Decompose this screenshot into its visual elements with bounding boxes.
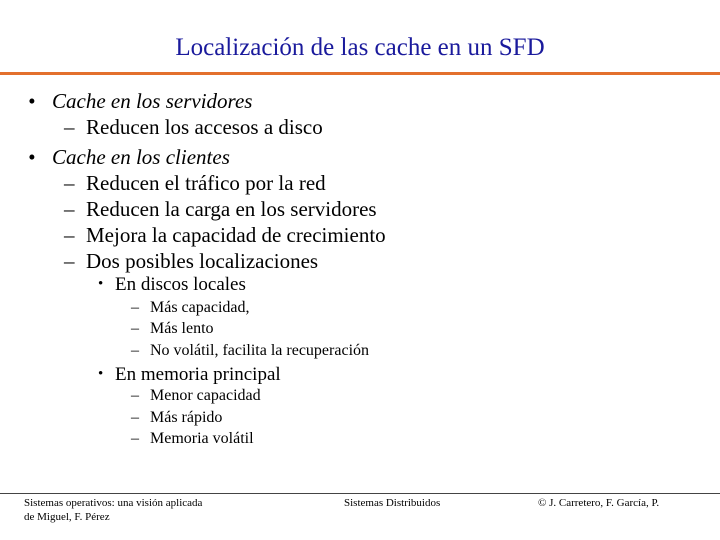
- slide-title: Localización de las cache en un SFD: [175, 34, 545, 61]
- detail-text: Menor capacidad: [150, 387, 261, 404]
- dash-marker: –: [131, 320, 139, 337]
- dash-marker: –: [64, 115, 75, 139]
- dash-marker: –: [64, 197, 75, 221]
- bullet-marker: •: [28, 89, 36, 113]
- dash-marker: –: [64, 249, 75, 273]
- sub-item-text: Dos posibles localizaciones: [86, 249, 319, 273]
- bullet-text: Cache en los servidores: [52, 89, 253, 113]
- sub-item-text: Reducen los accesos a disco: [86, 115, 323, 139]
- detail-text: Memoria volátil: [150, 430, 254, 447]
- bullet-marker: •: [98, 366, 104, 382]
- footer-center: Sistemas Distribuidos: [344, 497, 441, 509]
- footer-authors: de Miguel, F. Pérez: [24, 511, 110, 523]
- dash-marker: –: [64, 223, 75, 247]
- bullet-marker: •: [28, 145, 36, 169]
- title-divider: [0, 72, 720, 75]
- sub-item-text: Reducen el tráfico por la red: [86, 171, 326, 195]
- bullet-marker: •: [98, 276, 104, 292]
- sub-item-text: Mejora la capacidad de crecimiento: [86, 223, 386, 247]
- sub-bullet-text: En discos locales: [115, 274, 246, 295]
- dash-marker: –: [131, 409, 139, 426]
- sub-item-text: Reducen la carga en los servidores: [86, 197, 377, 221]
- detail-text: Más lento: [150, 320, 214, 337]
- dash-marker: –: [131, 430, 139, 447]
- detail-text: Más capacidad,: [150, 299, 250, 316]
- footer-copyright: © J. Carretero, F. García, P.: [538, 497, 660, 509]
- dash-marker: –: [131, 387, 139, 404]
- dash-marker: –: [64, 171, 75, 195]
- dash-marker: –: [131, 342, 139, 359]
- bullet-text: Cache en los clientes: [52, 145, 230, 169]
- footer-book-title: Sistemas operativos: una visión aplicada: [24, 497, 203, 509]
- detail-text: Más rápido: [150, 409, 223, 426]
- dash-marker: –: [131, 299, 139, 316]
- footer-left: [24, 496, 202, 524]
- sub-bullet-text: En memoria principal: [115, 364, 281, 385]
- footer-divider: [0, 493, 720, 494]
- detail-text: No volátil, facilita la recuperación: [150, 342, 370, 359]
